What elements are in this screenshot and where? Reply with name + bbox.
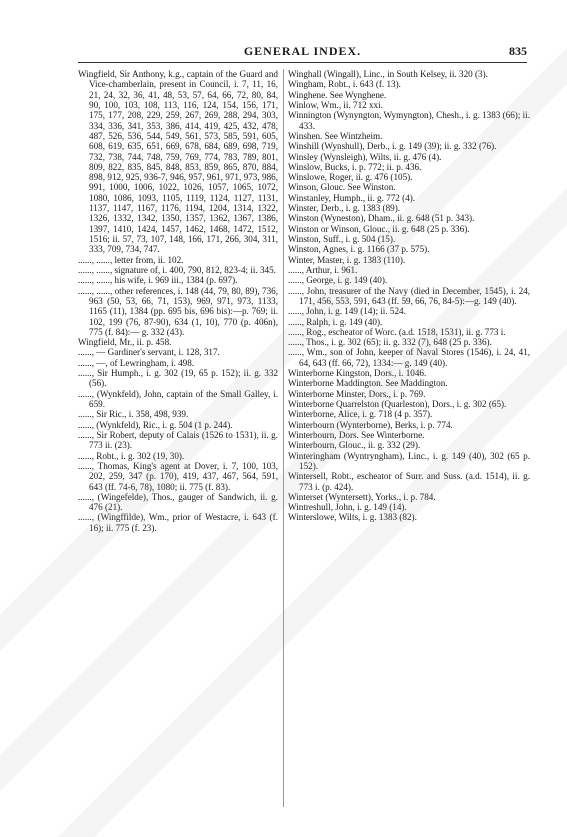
index-entry: ......, ......, signature of, i. 400, 790, 812, 823-4; ii. 345. <box>78 264 276 275</box>
index-entry: Wintreshull, John, i. g. 149 (14). <box>288 502 407 513</box>
index-entry: ......, ......, other references, i. 148 (44, 79, 80, 89), 736, 963 (50, 53, 66, 71, 153), 969, 971, 973, 1133, 1165 (11), 1384 (pp. 695 bis, 696 bis):—p. 769; ii. 102, 199 (76, 87-90), 634 (1, 10), 770 (p. 406n), 775 (f. 84):— g. 332 (43). <box>78 285 278 337</box>
index-entry: Winnington (Wynyngton, Wymyngton), Chesh., i. g. 1383 (66); ii. 433. <box>288 110 530 131</box>
index-entry: ......, Sir Humph., i. g. 302 (19, 65 p. 152); ii. g. 332 (56). <box>78 368 278 389</box>
index-entry: ......, —, of Lewringham, i. 498. <box>78 357 195 368</box>
index-entry: ......, ......, his wife, i. 969 iii., 1384 (p. 697). <box>78 275 238 286</box>
index-entry: ......, John, i. g. 149 (14); ii. 524. <box>288 306 406 317</box>
index-entry: Winterborne Minster, Dors., i. p. 769. <box>288 388 426 399</box>
index-entry: Winter, Master, i. g. 1383 (110). <box>288 254 406 265</box>
index-entry: Winsley (Wynsleigh), Wilts, ii. g. 476 (4). <box>288 151 442 162</box>
index-entry: ......, — Gardiner's servant, i. 128, 317. <box>78 347 220 358</box>
index-entry: Winterborne, Alice, i. g. 718 (4 p. 357). <box>288 409 433 420</box>
index-entry: ......, Thomas, King's agent at Dover, i. 7, 100, 103, 202, 259, 347 (p. 170), 419, 437, 467, 564, 591, 643 (ff. 74-6, 78), 1080; ii. 775 (f. 83). <box>78 460 278 492</box>
index-entry: ......, (Wynkfeld), Ric., i. g. 504 (1 p. 244). <box>78 419 233 430</box>
index-entry: Winterbourn, Glouc., ii. g. 332 (29). <box>288 440 421 451</box>
index-entry: Winterborne Quarrelston (Quarleston), Dors., i. g. 302 (65). <box>288 399 507 409</box>
index-entry: Winterbourn, Dors. See Winterborne. <box>288 429 425 440</box>
index-entry: Winghene. See Wynghene. <box>288 89 387 100</box>
index-entry: ......, Arthur, i. 961. <box>288 264 358 275</box>
index-entry: Wingfield, Mr., ii. p. 458. <box>78 337 172 348</box>
left-column <box>78 69 278 815</box>
column-divider <box>283 69 284 807</box>
page-title: GENERAL INDEX. <box>243 44 362 58</box>
index-entry: ......, John, treasurer of the Navy (died in December, 1545), i. 24, 171, 456, 553, 591, 643 (ff. 59, 66, 76, 84-5):—g. 149 (40). <box>288 285 530 306</box>
index-entry: Winteringham (Wyntryngham), Linc., i. g. 149 (40), 302 (65 p. 152). <box>288 450 530 471</box>
index-entry: Winterbourn (Wynterborne), Berks, i. p. 774. <box>288 419 453 430</box>
page-header <box>78 44 527 60</box>
index-entry: ......, Sir Robert, deputy of Calais (1526 to 1531), ii. g. 773 ii. (23). <box>78 429 278 451</box>
index-entry: Winshen. See Wintzheim. <box>288 130 383 141</box>
header-rule <box>78 62 527 63</box>
index-entry: Winterborne Kingston, Dors., i. 1046. <box>288 368 427 379</box>
index-entry: Winston or Winson, Glouc., ii. g. 648 (25 p. 336). <box>288 223 470 234</box>
page-number: 835 <box>509 44 527 58</box>
index-entry: ......, Sir Ric., i. 358, 498, 939. <box>78 409 189 420</box>
index-entry: Wintersell, Robt., escheator of Surr. and Suss. (a.d. 1514), ii. g. 773 i. (p. 424). <box>288 471 530 492</box>
index-entry: ......, Ralph, i. g. 149 (40). <box>288 316 383 327</box>
index-entry: Winston, Suff., i. g. 504 (15). <box>288 234 396 244</box>
index-entry: Winterset (Wyntersett), Yorks., i. p. 784. <box>288 491 436 502</box>
index-entry: ......, Robt., i. g. 302 (19, 30). <box>78 450 185 461</box>
right-column <box>288 69 530 815</box>
index-entry: ......, George, i. g. 149 (40). <box>288 275 388 286</box>
index-entry: Winslowe, Roger, ii. g. 476 (105). <box>288 172 413 183</box>
index-entry: Winslow, Bucks, i. p. 772; ii. p. 436. <box>288 161 422 172</box>
index-entry: Winster, Derb., i. g. 1383 (89). <box>288 203 401 214</box>
index-entry: Wingfield, Sir Anthony, k.g., captain of the Guard and Vice-chamberlain, present in Council, i. 7, 11, 16, 21, 24, 32, 36, 41, 48, 53, 57, 64, 66, 72, 80, 84, 90, 100, 103, 108, 113, 116, 124, 154, 156, 171, 175, 177, 208, 229, 259, 267, 269, 288, 294, 303, 334, 336, 341, 353, 386, 414, 419, 425, 432, 478, 487, 526, 536, 544, 549, 561, 573, 585, 591, 605, 608, 619, 635, 651, 669, 678, 684, 689, 698, 719, 732, 738, 744, 748, 759, 769, 774, 783, 789, 801, 809, 822, 835, 845, 848, 853, 859, 865, 870, 884, 898, 912, 925, 936-7, 946, 957, 961, 971, 973, 986, 991, 1000, 1006, 1022, 1026, 1057, 1065, 1072, 1080, 1086, 1093, 1105, 1119, 1124, 1127, 1131, 1137, 1147, 1167, 1176, 1194, 1204, 1314, 1322, 1326, 1332, 1342, 1350, 1357, 1362, 1367, 1386, 1397, 1410, 1424, 1457, 1462, 1468, 1472, 1512, 1516; ii. 57, 73, 107, 148, 166, 171, 266, 304, 311, 333, 709, 734, 747. <box>78 69 278 255</box>
index-entry: Wingham, Robt., i. 643 (f. 13). <box>288 79 401 90</box>
index-entry: Winterborne Maddington. See Maddington. <box>288 378 448 389</box>
index-entry: Winshill (Wynshull), Derb., i. g. 149 (39); ii. g. 332 (76). <box>288 141 497 152</box>
index-entry: Winterslowe, Wilts, i. g. 1383 (82). <box>288 512 417 523</box>
index-entry: ......, (Wingffilde), Wm., prior of Westacre, i. 643 (f. 16); ii. 775 (f. 23). <box>78 512 278 533</box>
index-entry: Winlow, Wm., ii. 712 xxi. <box>288 99 383 110</box>
index-entry: ......, Wm., son of John, keeper of Naval Stores (1546), i. 24, 41, 64, 643 (ff. 66, 72), 1334:— g. 149 (40). <box>288 347 530 368</box>
index-entry: ......, ......, letter from, ii. 102. <box>78 254 184 265</box>
index-entry: ......, Rog., escheator of Worc. (a.d. 1518, 1531), ii. g. 773 i. <box>288 326 506 337</box>
index-entry: Winstanley, Humph., ii. g. 772 (4). <box>288 192 416 203</box>
index-entry: Winston, Agnes, i. g. 1166 (37 p. 575). <box>288 244 430 255</box>
index-entry: ......, (Wingefelde), Thos., gauger of Sandwich, ii. g. 476 (21). <box>78 491 278 513</box>
index-entry: ......, Thos., i. g. 302 (65); ii. g. 332 (7), 648 (25 p. 336). <box>288 337 492 348</box>
index-entry: Winghall (Wingall), Linc., in South Kelsey, ii. 320 (3). <box>288 69 488 79</box>
index-entry: ......, (Wynkfeld), John, captain of the Small Galley, i. 659. <box>78 388 278 409</box>
index-entry: Winston (Wyneston), Dham., ii. g. 648 (51 p. 343). <box>288 213 475 224</box>
index-entry: Winson, Glouc. See Winston. <box>288 182 396 193</box>
